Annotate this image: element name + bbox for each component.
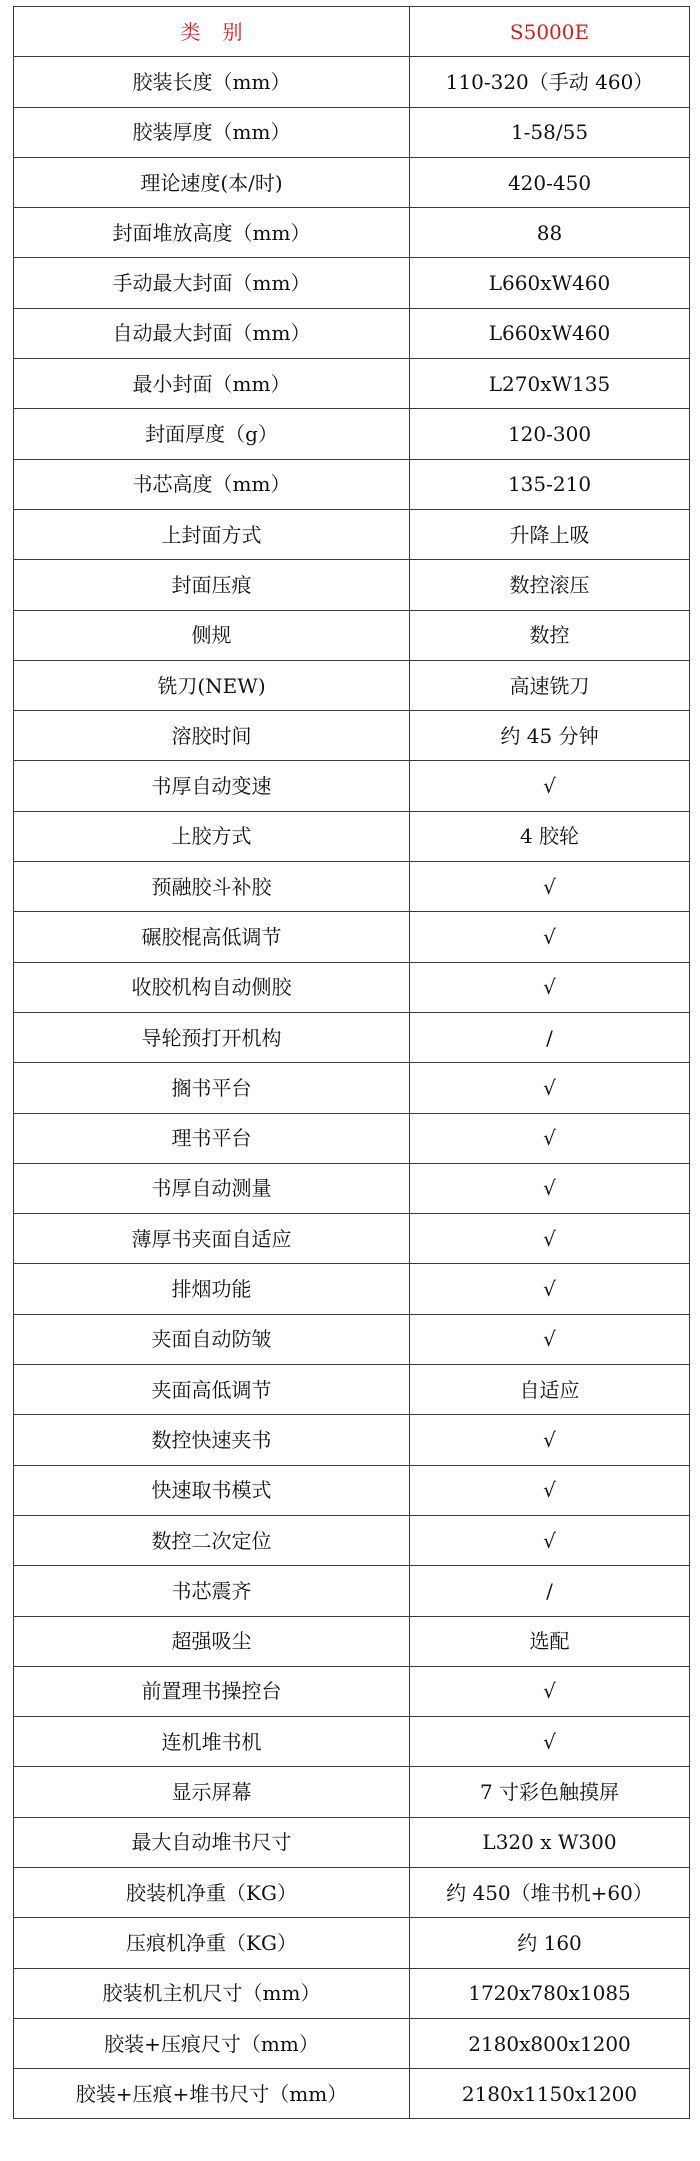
spec-label: 封面厚度（g） [14,409,410,459]
spec-label: 胶装机净重（KG） [14,1867,410,1917]
spec-label: 胶装厚度（mm） [14,107,410,157]
spec-value: 2180x800x1200 [410,2018,690,2068]
spec-value: √ [410,1113,690,1163]
spec-value: 约 450（堆书机+60） [410,1867,690,1917]
spec-label: 书厚自动变速 [14,761,410,811]
spec-value: √ [410,1666,690,1716]
table-row [14,962,690,1012]
table-row [14,509,690,559]
spec-value: L660xW460 [410,258,690,308]
table-row [14,811,690,861]
spec-value: √ [410,1415,690,1465]
spec-label: 自动最大封面（mm） [14,308,410,358]
spec-label: 连机堆书机 [14,1717,410,1767]
table-row [14,1415,690,1465]
table-row [14,1566,690,1616]
spec-label: 胶装机主机尺寸（mm） [14,1968,410,2018]
table-row [14,1666,690,1716]
spec-label: 侧规 [14,610,410,660]
spec-value: 1720x780x1085 [410,1968,690,2018]
spec-value: √ [410,1314,690,1364]
table-row [14,208,690,258]
spec-value: √ [410,761,690,811]
spec-value: √ [410,962,690,1012]
table-row [14,1314,690,1364]
table-row [14,862,690,912]
spec-label: 书芯高度（mm） [14,459,410,509]
spec-label: 收胶机构自动侧胶 [14,962,410,1012]
spec-label: 前置理书操控台 [14,1666,410,1716]
spec-label: 导轮预打开机构 [14,1012,410,1062]
table-row [14,57,690,107]
table-row [14,610,690,660]
spec-label: 压痕机净重（KG） [14,1918,410,1968]
spec-label: 夹面自动防皱 [14,1314,410,1364]
table-row [14,1264,690,1314]
table-row [14,1616,690,1666]
table-row [14,1515,690,1565]
table-row [14,258,690,308]
spec-label: 快速取书模式 [14,1465,410,1515]
spec-label: 上封面方式 [14,509,410,559]
table-row [14,1063,690,1113]
spec-label: 预融胶斗补胶 [14,862,410,912]
spec-label: 胶装长度（mm） [14,57,410,107]
spec-label: 溶胶时间 [14,711,410,761]
spec-label: 最小封面（mm） [14,359,410,409]
table-row [14,409,690,459]
spec-label: 手动最大封面（mm） [14,258,410,308]
spec-label: 薄厚书夹面自适应 [14,1214,410,1264]
spec-value: √ [410,1515,690,1565]
table-row [14,1918,690,1968]
spec-value: √ [410,1163,690,1213]
spec-value: 2180x1150x1200 [410,2069,690,2119]
spec-label: 封面堆放高度（mm） [14,208,410,258]
spec-label: 书厚自动测量 [14,1163,410,1213]
spec-label: 搁书平台 [14,1063,410,1113]
table-row [14,1214,690,1264]
spec-label: 书芯震齐 [14,1566,410,1616]
spec-value: L270xW135 [410,359,690,409]
table-row [14,1968,690,2018]
table-row [14,107,690,157]
spec-label: 数控快速夹书 [14,1415,410,1465]
table-row [14,359,690,409]
spec-value: 135-210 [410,459,690,509]
spec-value: √ [410,1264,690,1314]
table-row [14,761,690,811]
spec-value: √ [410,1717,690,1767]
spec-value: √ [410,912,690,962]
spec-value: 88 [410,208,690,258]
table-row [14,560,690,610]
spec-value: 数控 [410,610,690,660]
header-label: 类别 [14,7,410,57]
spec-value: L660xW460 [410,308,690,358]
spec-value: 高速铣刀 [410,660,690,710]
table-row [14,912,690,962]
table-row [14,1163,690,1213]
spec-label: 夹面高低调节 [14,1365,410,1415]
header-model: S5000E [410,7,690,57]
table-row [14,1817,690,1867]
table-row [14,1717,690,1767]
spec-value: 选配 [410,1616,690,1666]
spec-value: 110-320（手动 460） [410,57,690,107]
spec-value: 升降上吸 [410,509,690,559]
spec-body [14,57,690,2119]
spec-value: √ [410,1465,690,1515]
table-row [14,157,690,207]
table-row [14,1365,690,1415]
table-row [14,1767,690,1817]
spec-label: 数控二次定位 [14,1515,410,1565]
spec-label: 最大自动堆书尺寸 [14,1817,410,1867]
spec-value: 约 160 [410,1918,690,1968]
spec-label: 显示屏幕 [14,1767,410,1817]
table-row [14,1867,690,1917]
spec-label: 胶装+压痕尺寸（mm） [14,2018,410,2068]
spec-label: 胶装+压痕+堆书尺寸（mm） [14,2069,410,2119]
spec-label: 排烟功能 [14,1264,410,1314]
spec-value: / [410,1012,690,1062]
spec-value: 420-450 [410,157,690,207]
table-row [14,2069,690,2119]
table-row [14,711,690,761]
spec-value: / [410,1566,690,1616]
spec-value: L320 x W300 [410,1817,690,1867]
table-row [14,1012,690,1062]
spec-value: 数控滚压 [410,560,690,610]
table-row [14,308,690,358]
spec-label: 封面压痕 [14,560,410,610]
spec-value: 7 寸彩色触摸屏 [410,1767,690,1817]
spec-value: √ [410,1214,690,1264]
spec-value: 1-58/55 [410,107,690,157]
table-row [14,1113,690,1163]
table-row [14,660,690,710]
spec-value: 4 胶轮 [410,811,690,861]
spec-label: 碾胶棍高低调节 [14,912,410,962]
spec-table [13,6,690,2119]
spec-value: 约 45 分钟 [410,711,690,761]
spec-label: 超强吸尘 [14,1616,410,1666]
spec-value: 120-300 [410,409,690,459]
spec-value: √ [410,1063,690,1113]
table-row [14,459,690,509]
spec-value: √ [410,862,690,912]
spec-label: 理论速度(本/时) [14,157,410,207]
table-row [14,2018,690,2068]
table-row [14,1465,690,1515]
header-row [14,7,690,57]
spec-label: 铣刀(NEW) [14,660,410,710]
spec-value: 自适应 [410,1365,690,1415]
spec-label: 理书平台 [14,1113,410,1163]
spec-label: 上胶方式 [14,811,410,861]
